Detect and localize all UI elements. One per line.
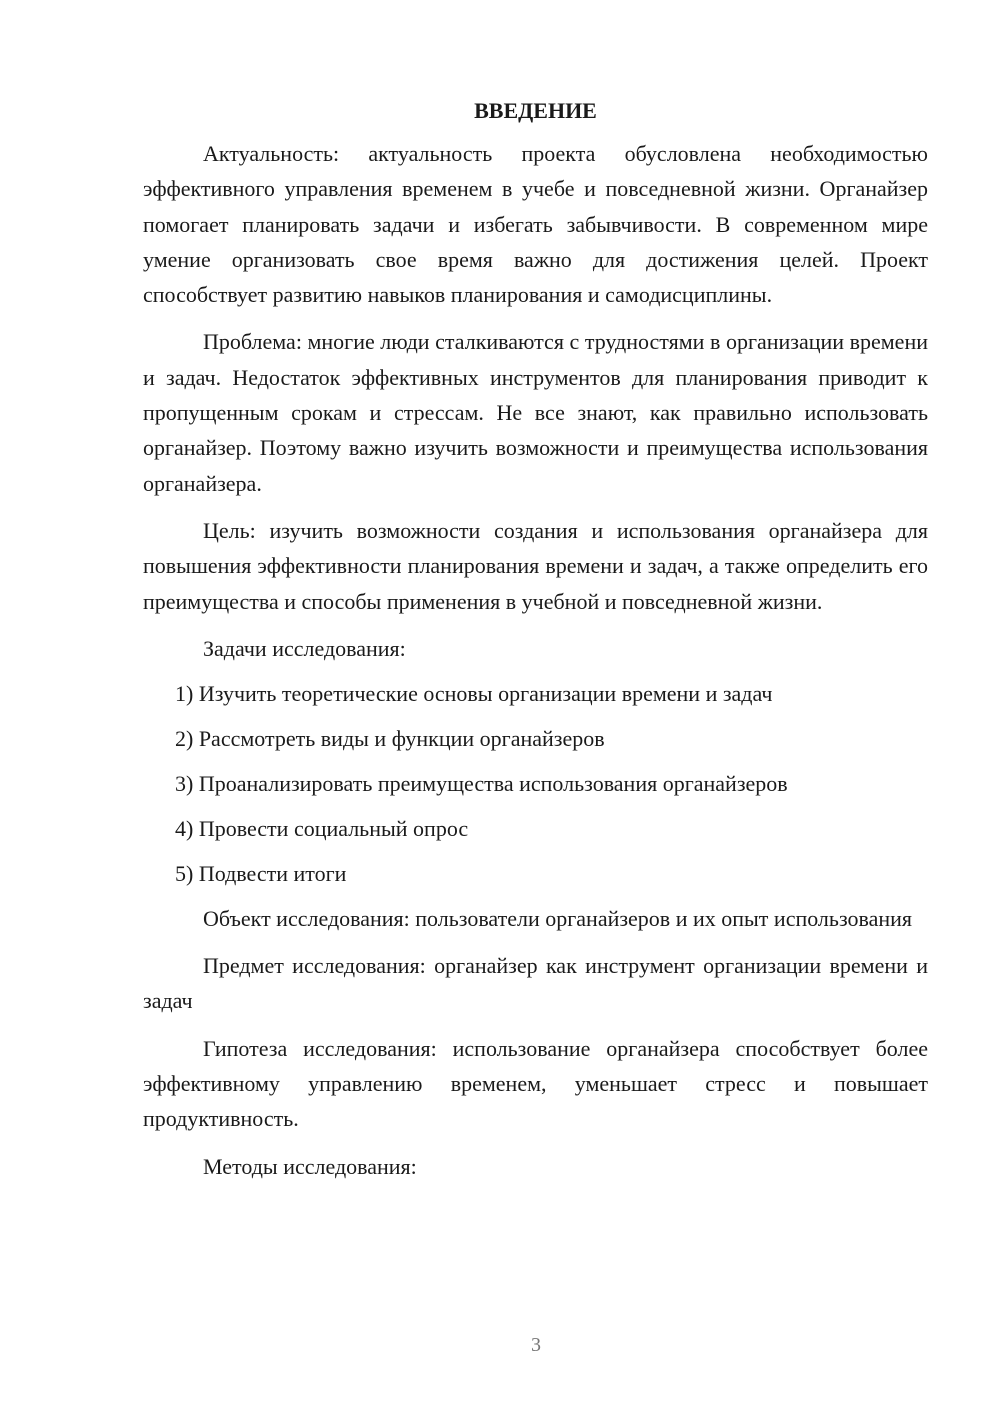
tasks-list <box>143 676 928 891</box>
task-item-3: 3) Проанализировать преимущества использования органайзеров <box>175 770 788 796</box>
goal-paragraph: Цель: изучить возможности создания и использования органайзера для повышения эффективности планирования времени и задач, а также определить его преимущества и способы применения в учебной и повседневной жизни. <box>143 517 928 614</box>
page-number: 3 <box>531 1334 541 1356</box>
page-content <box>143 96 928 1194</box>
tasks-label: Задачи исследования: <box>203 635 406 661</box>
task-item-4: 4) Провести социальный опрос <box>175 815 469 841</box>
hypothesis-paragraph: Гипотеза исследования: использование органайзера способствует более эффективному управлению временем, уменьшает стресс и повышает продуктивность. <box>143 1035 928 1132</box>
object-paragraph: Объект исследования: пользователи органайзеров и их опыт использования <box>203 905 913 931</box>
task-item-2: 2) Рассмотреть виды и функции органайзеров <box>175 725 605 751</box>
task-item-5: 5) Подвести итоги <box>175 860 347 886</box>
task-item-1: 1) Изучить теоретические основы организации времени и задач <box>175 680 773 706</box>
methods-label: Методы исследования: <box>203 1153 417 1179</box>
subject-paragraph: Предмет исследования: органайзер как инструмент организации времени и задач <box>143 953 928 1014</box>
relevance-paragraph: Актуальность: актуальность проекта обусловлена необходимостью эффективного управления временем в учебе и повседневной жизни. Органайзер помогает планировать задачи и избегать забывчивости. В современном мире умение организовать свое время важно для достижения целей. Проект способствует развитию навыков планирования и самодисциплины. <box>143 141 928 308</box>
problem-paragraph: Проблема: многие люди сталкиваются с трудностями в организации времени и задач. Недостаток эффективных инструментов для планирования приводит к пропущенным срокам и стрессам. Не все знают, как правильно использовать органайзер. Поэтому важно изучить возможности и преимущества использования органайзера. <box>143 329 928 496</box>
page-title: ВВЕДЕНИЕ <box>474 98 597 123</box>
